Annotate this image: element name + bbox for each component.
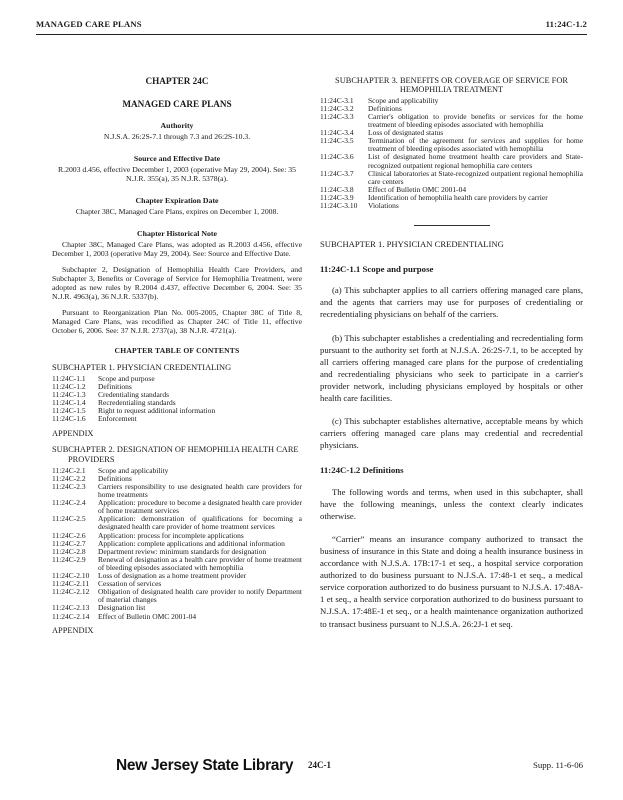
toc-entry-title: Definitions [98, 473, 132, 483]
toc-entry-number: 11:24C-2.8 [52, 546, 86, 556]
toc-entry [52, 588, 302, 604]
toc-entry-number: 11:24C-2.4 [52, 498, 86, 508]
toc-entry-number: 11:24C-3.3 [320, 112, 354, 121]
section-1-2-heading: 11:24C-1.2 Definitions [320, 465, 404, 476]
toc-entry-title: Credentialing standards [98, 390, 170, 400]
page-number: 24C-1 [308, 760, 331, 770]
source-text: R.2003 d.456, effective December 1, 2003 (operative May 29, 2004). See: 35 N.J.R. 355(a), 35 N.J.R. 5378(a). [58, 165, 296, 184]
toc-entry-number: 11:24C-3.9 [320, 192, 354, 202]
toc-entry [52, 375, 302, 383]
toc-entry-title: List of designated home treatment health care providers and State-recognized outpatient regional hemophilia care centers [368, 152, 583, 170]
toc-entry-title: Renewal of designation as a health care provider of home treatment of bleeding episodes associated with hemophilia [98, 554, 302, 572]
toc-subchapter-1-heading: SUBCHAPTER 1. PHYSICIAN CREDENTIALING [52, 363, 232, 373]
authority-heading: Authority [160, 121, 194, 131]
running-header [36, 20, 587, 34]
toc-entry-title: Application: demonstration of qualifications for becoming a designated health care provider of home treatment services [98, 514, 302, 532]
toc-entry-number: 11:24C-1.2 [52, 382, 86, 392]
toc-entry-title: Effect of Bulletin OMC 2001-04 [98, 611, 197, 621]
toc-entry-title: Loss of designated status [368, 128, 444, 138]
toc-entry-title: Effect of Bulletin OMC 2001-04 [368, 184, 467, 194]
authority-text: N.J.S.A. 26:2S-7.1 through 7.3 and 26:2S-10.3. [103, 132, 251, 142]
toc-entry [52, 499, 302, 515]
toc-entry-number: 11:24C-2.7 [52, 538, 86, 548]
section-1-2-para-1: The following words and terms, when used in this subchapter, shall have the following meanings, unless the context clearly indicates otherwise. [320, 486, 583, 521]
supplement-date: Supp. 11-6-06 [532, 760, 583, 770]
toc-entry-title: Application: process for incomplete applications [98, 530, 244, 540]
toc-entry-number: 11:24C-2.5 [52, 514, 86, 524]
toc-subchapter-3-list [320, 97, 583, 210]
toc-entry [52, 407, 302, 415]
toc-heading: CHAPTER TABLE OF CONTENTS [114, 346, 240, 356]
toc-entry-number: 11:24C-3.2 [320, 103, 354, 113]
toc-entry [52, 415, 302, 423]
toc-entry-title: Scope and applicability [98, 465, 169, 475]
toc-entry-number: 11:24C-1.5 [52, 406, 86, 416]
header-rule [36, 34, 587, 35]
toc-entry-number: 11:24C-3.10 [320, 201, 358, 211]
toc-entry [52, 383, 302, 391]
toc-entry-title: Loss of designation as a home treatment provider [98, 571, 247, 581]
toc-entry-number: 11:24C-2.12 [52, 587, 90, 597]
section-1-1-para-a: (a) This subchapter applies to all carriers offering managed care plans, and the agents that carriers may use for purposes of credentialing or recredentialing physicians on behalf of the carriers. [320, 285, 583, 320]
toc-entry-title: Application: complete applications and additional information [98, 538, 285, 548]
toc-entry-title: Designation list [98, 603, 146, 613]
toc-entry [320, 113, 583, 129]
section-1-1-heading: 11:24C-1.1 Scope and purpose [320, 264, 434, 275]
history-heading: Chapter Historical Note [137, 229, 217, 239]
toc-entry [52, 515, 302, 531]
toc-subchapter-3-heading: SUBCHAPTER 3. BENEFITS OR COVERAGE OF SERVICE FOR HEMOPHILIA TREATMENT [335, 76, 568, 95]
toc-entry-title: Enforcement [98, 414, 137, 424]
history-paragraph-1: Chapter 38C, Managed Care Plans, was adopted as R.2003 d.456, effective December 1, 2003 (operative May 29, 2004). See: Source and Effective Date. [52, 240, 302, 259]
toc-entry-number: 11:24C-1.1 [52, 374, 86, 383]
expiration-text: Chapter 38C, Managed Care Plans, expires on December 1, 2008. [75, 207, 279, 217]
toc-appendix-2: APPENDIX [52, 625, 94, 635]
section-divider [414, 225, 490, 226]
toc-entry-title: Scope and applicability [368, 95, 439, 105]
toc-entry-number: 11:24C-3.5 [320, 136, 354, 146]
toc-entry-title: Recredentialing standards [98, 398, 176, 408]
toc-entry [52, 613, 302, 621]
toc-entry [320, 153, 583, 169]
toc-entry-number: 11:24C-3.6 [320, 152, 354, 162]
toc-subchapter-1-list [52, 375, 302, 424]
toc-entry-number: 11:24C-1.6 [52, 414, 86, 424]
chapter-number: CHAPTER 24C [145, 76, 209, 86]
toc-entry-number: 11:24C-2.11 [52, 579, 90, 589]
left-column [52, 76, 302, 635]
section-1-1-para-c: (c) This subchapter establishes alternative, acceptable means by which carriers offering managed care plans may credential and recredential physicians. [320, 416, 583, 451]
toc-entry-number: 11:24C-3.4 [320, 128, 354, 138]
toc-entry-number: 11:24C-3.7 [320, 168, 354, 178]
toc-entry [52, 483, 302, 499]
toc-entry-title: Scope and purpose [98, 374, 155, 383]
toc-entry-title: Department review: minimum standards for designation [98, 546, 267, 556]
source-heading: Source and Effective Date [133, 154, 221, 164]
history-paragraph-3: Pursuant to Reorganization Plan No. 005-2005, Chapter 38C of Title 8, Managed Care Plans, was recodified as Chapter 24C of Title 11, effective October 6, 2006. See: 37 N.J.R. 2737(a), 38 N.J.R. 4721(a). [52, 307, 302, 335]
toc-entry-title: Carrier's obligation to provide benefits or services for the home treatment of bleeding episodes associated with hemophilia [368, 112, 583, 130]
toc-entry-title: Termination of the agreement for services and supplies for home treatment of bleeding episodes associated with hemophilia [368, 136, 583, 154]
page-footer [0, 757, 623, 779]
toc-entry [320, 202, 583, 210]
toc-entry [52, 556, 302, 572]
toc-entry [52, 391, 302, 399]
section-1-1-para-b: (b) This subchapter establishes a credentialing and recredentialing form pursuant to the authority set forth at N.J.S.A. 26:2S-7.1, to be accepted by all carriers offering managed care plans for the purpose of credentialing and recredentialing physicians who seek to participate in a carrier's provider network, including physicians employed by hospitals or other health care facilities. [320, 332, 583, 404]
header-section-number: 11:24C-1.2 [545, 19, 587, 29]
toc-entry-title: Violations [368, 201, 399, 211]
history-paragraph-2: Subchapter 2, Designation of Hemophilia Health Care Providers, and Subchapter 3, Benefits or Coverage of Service for Hemophilia Treatment, were adopted as new rules by R.2004 d.437, effective December 6, 2004. See: 35 N.J.R. 4963(a), 36 N.J.R. 5337(b). [52, 265, 302, 301]
toc-entry-number: 11:24C-2.14 [52, 611, 90, 621]
toc-subchapter-2-heading: SUBCHAPTER 2. DESIGNATION OF HEMOPHILIA HEALTH CARE PROVIDERS [52, 445, 299, 465]
toc-entry-number: 11:24C-3.1 [320, 95, 354, 105]
toc-entry-title: Cessation of services [98, 579, 162, 589]
toc-entry-number: 11:24C-2.9 [52, 554, 86, 564]
toc-entry [320, 170, 583, 186]
right-column [320, 76, 583, 630]
toc-entry [320, 194, 583, 202]
toc-entry [52, 572, 302, 580]
toc-entry-title: Definitions [98, 382, 132, 392]
toc-entry-title: Application: procedure to become a designated health care provider of home treatment services [98, 498, 302, 516]
toc-entry-title: Definitions [368, 103, 402, 113]
toc-entry-number: 11:24C-2.10 [52, 571, 90, 581]
toc-entry-title: Identification of hemophilia health care providers by carrier [368, 192, 548, 202]
toc-entry-number: 11:24C-2.1 [52, 465, 86, 475]
toc-entry-title: Obligation of designated health care provider to notify Department of material changes [98, 587, 302, 605]
subchapter-1-title: SUBCHAPTER 1. PHYSICIAN CREDENTIALING [320, 239, 504, 250]
section-1-2-para-carrier: “Carrier” means an insurance company authorized to transact the business of insurance in this State and doing a health insurance business in accordance with N.J.S.A. 17B:17-1 et seq., a hospital service corporation authorized to do business pursuant to N.J.S.A. 17:48-1 et seq., a medical service corporation authorized to do business pursuant to N.J.S.A. 17:48A-1 et seq., a health service corporation authorized to do business pursuant to N.J.S.A. 17:48E-1 et seq., or a health maintenance organization authorized to transact business pursuant to N.J.S.A. 26:2J-1 et seq. [320, 533, 583, 629]
toc-entry [52, 467, 302, 475]
toc-entry-number: 11:24C-1.4 [52, 398, 86, 408]
toc-entry [320, 97, 583, 105]
toc-entry-number: 11:24C-2.13 [52, 603, 90, 613]
toc-entry-title: Carriers responsibility to use designated health care providers for home treatments [98, 482, 302, 500]
toc-entry-number: 11:24C-2.6 [52, 530, 86, 540]
toc-entry [320, 137, 583, 153]
expiration-heading: Chapter Expiration Date [135, 196, 219, 206]
chapter-title: MANAGED CARE PLANS [122, 98, 232, 109]
toc-subchapter-2-list [52, 467, 302, 621]
toc-entry-number: 11:24C-3.8 [320, 184, 354, 194]
toc-entry-title: Clinical laboratories at State-recognized outpatient regional hemophilia care centers [368, 168, 583, 186]
toc-entry-title: Right to request additional information [98, 406, 216, 416]
toc-entry-number: 11:24C-1.3 [52, 390, 86, 400]
library-logo: New Jersey State Library [116, 757, 294, 774]
toc-entry-number: 11:24C-2.2 [52, 473, 86, 483]
toc-appendix-1: APPENDIX [52, 428, 94, 438]
header-chapter-title: MANAGED CARE PLANS [36, 19, 142, 29]
toc-entry-number: 11:24C-2.3 [52, 482, 86, 491]
